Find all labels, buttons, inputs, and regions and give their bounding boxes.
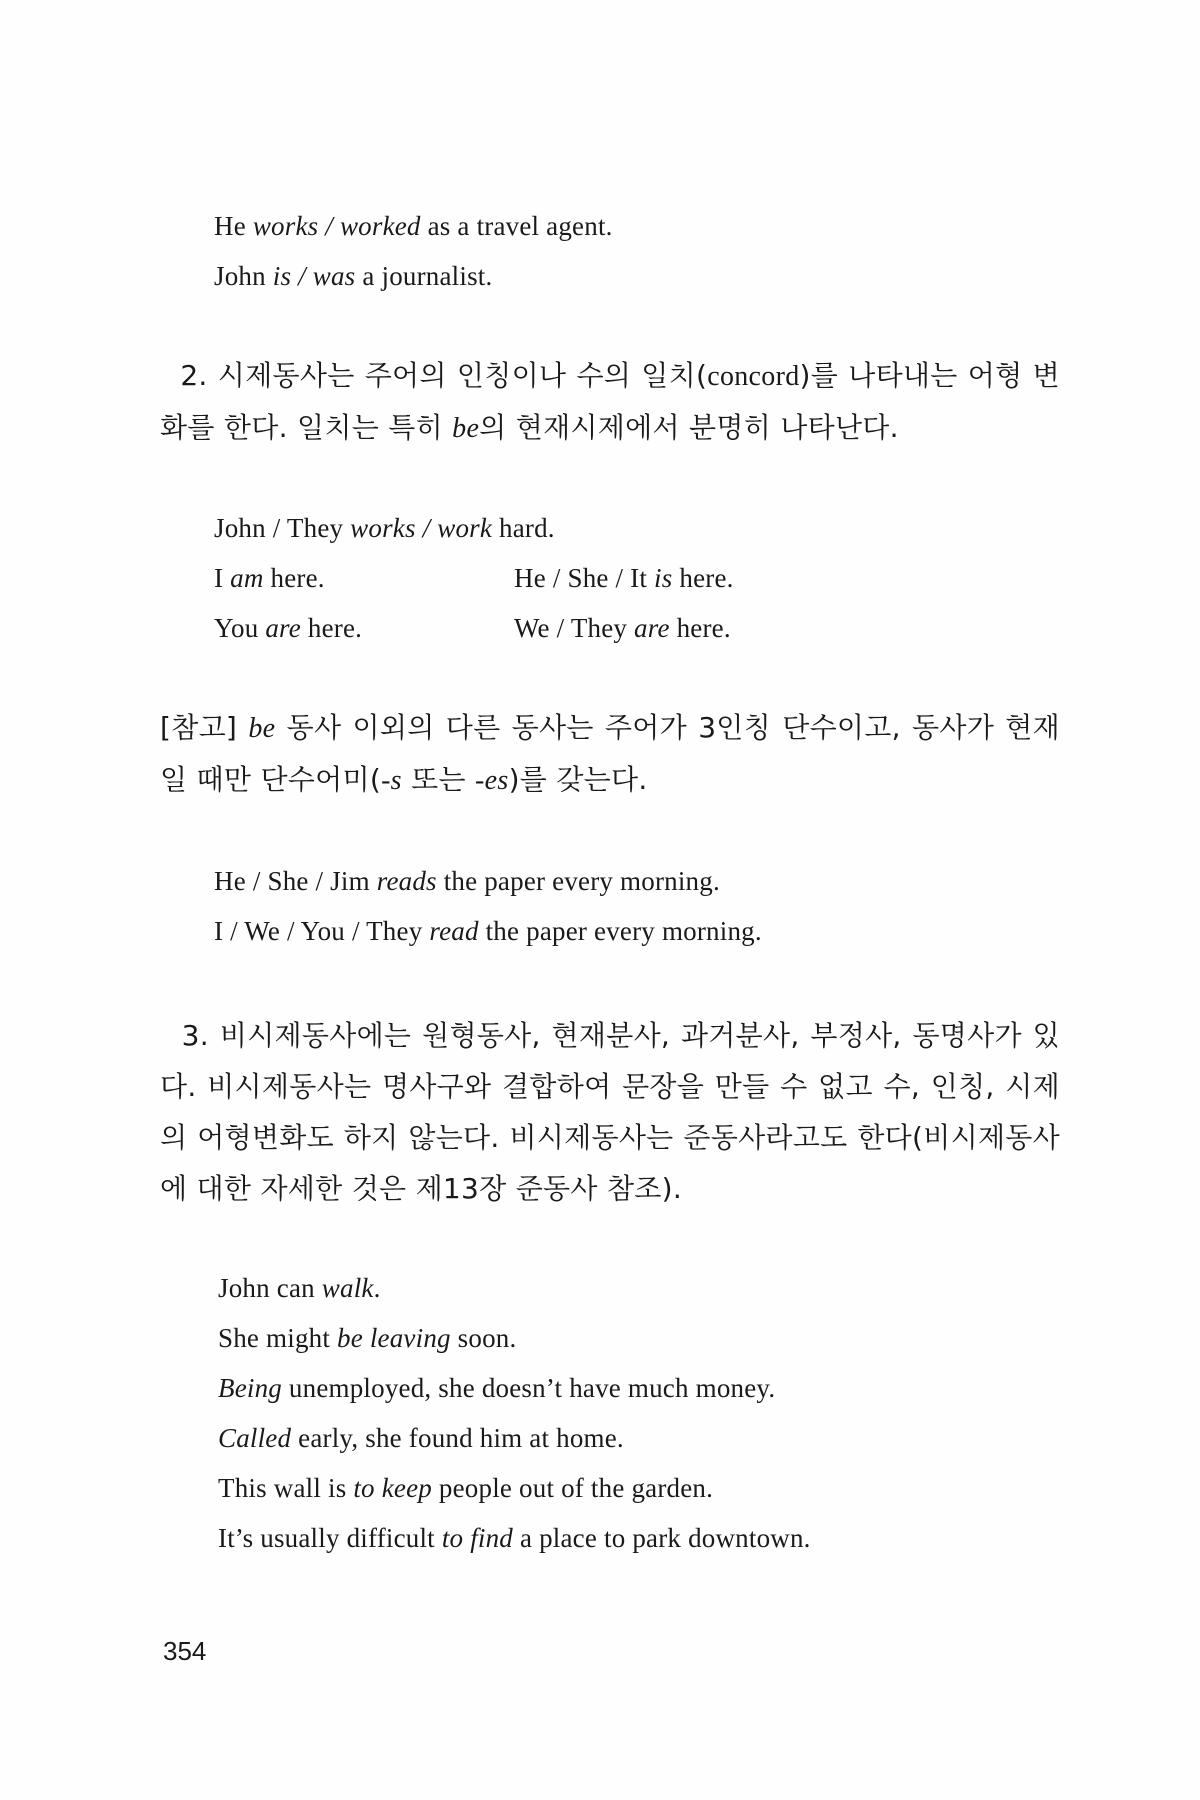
paragraph-text-latin: concord — [707, 361, 800, 392]
example-italic-verb: read — [429, 916, 479, 946]
example-italic-verb: are — [634, 613, 670, 643]
example-italic-verb: be leaving — [337, 1323, 451, 1353]
example-text: John can — [218, 1273, 322, 1303]
note-italic-suffix: -s — [381, 765, 402, 796]
example-italic-verb: walk — [321, 1273, 374, 1303]
example-text: early, she found him at home. — [291, 1423, 624, 1453]
example-sentence — [214, 515, 555, 542]
paragraph-text: 비시제동사에는 원형동사, 현재분사, 과거분사, 부정사, 동명사가 있다. 비시제동사는 명사구와 결합하여 문장을 만들 수 없고 수, 인칭, 시제의 어형변화도 하지 않는다. 비시제동사는 준동사라고도 한다(비시제동사에 대한 자세한 것은 제13장 준동사 참조). — [160, 1019, 1061, 1205]
example-text: a journalist. — [355, 261, 493, 291]
example-text: the paper every morning. — [436, 866, 720, 896]
example-italic-verb: to find — [441, 1523, 513, 1553]
example-text: She might — [218, 1323, 338, 1353]
example-text: He / She / Jim — [214, 866, 377, 896]
paragraph-2 — [160, 350, 1060, 454]
note-italic-term: be — [248, 713, 276, 744]
example-text: here. — [669, 613, 731, 643]
example-italic-verb: Being — [218, 1373, 282, 1403]
example-italic-verb: is — [654, 563, 673, 593]
example-text: We / They — [514, 613, 635, 643]
example-sentence — [218, 1425, 624, 1452]
note-label: [참고] — [160, 711, 249, 744]
example-italic-verb: reads — [376, 866, 437, 896]
example-text: hard. — [492, 513, 555, 543]
example-italic-verb: works / worked — [252, 211, 421, 241]
page-number: 354 — [163, 1636, 207, 1666]
example-text: as a travel agent. — [420, 211, 613, 241]
example-sentence — [218, 1525, 811, 1552]
example-sentence — [214, 615, 362, 642]
example-text: . — [373, 1273, 381, 1303]
example-text: I — [214, 563, 231, 593]
example-text: here. — [263, 563, 325, 593]
example-text: You — [214, 613, 266, 643]
example-sentence — [214, 263, 492, 290]
example-italic-verb: to keep — [353, 1473, 432, 1503]
example-italic-verb: are — [265, 613, 301, 643]
note-paragraph — [160, 702, 1060, 806]
example-sentence — [218, 1325, 516, 1352]
paragraph-text: 시제동사는 주어의 인칭이나 수의 일치( — [217, 359, 708, 392]
example-text: unemployed, she doesn’t have much money. — [281, 1373, 776, 1403]
paragraph-italic-term: be — [452, 413, 480, 444]
example-sentence — [218, 1475, 713, 1502]
example-italic-verb: is / was — [272, 261, 356, 291]
example-sentence — [214, 918, 762, 945]
example-text: here. — [300, 613, 363, 643]
note-italic-suffix: -es — [475, 765, 509, 796]
example-text: He / She / It — [514, 563, 655, 593]
example-sentence — [514, 615, 731, 642]
example-text: It’s usually difficult — [218, 1523, 442, 1553]
example-text: people out of the garden. — [431, 1473, 714, 1503]
paragraph-number: 3. — [181, 1019, 209, 1052]
example-sentence — [218, 1275, 381, 1302]
example-text: here. — [672, 563, 734, 593]
example-text: John / They — [214, 513, 351, 543]
note-text: 또는 — [401, 763, 475, 796]
paragraph-number: 2. — [180, 359, 208, 392]
example-italic-verb: am — [230, 563, 264, 593]
example-text: This wall is — [218, 1473, 354, 1503]
paragraph-3 — [160, 1010, 1060, 1214]
example-sentence — [214, 213, 613, 240]
example-sentence — [214, 565, 325, 592]
example-italic-verb: works / work — [350, 513, 493, 543]
example-sentence — [214, 868, 720, 895]
example-text: a place to park downtown. — [513, 1523, 811, 1553]
example-italic-verb: Called — [218, 1423, 292, 1453]
example-text: He — [214, 211, 253, 241]
note-text: )를 갖는다. — [508, 763, 648, 796]
paragraph-text: 의 현재시제에서 분명히 나타난다. — [479, 411, 899, 444]
example-text: soon. — [450, 1323, 517, 1353]
paragraph-text: )를 나타내는 어형 변화를 한다. 일치는 특히 — [160, 359, 1060, 444]
note-text: 동사 이외의 다른 동사는 주어가 3인칭 단수이고, 동사가 현재일 때만 단수어미( — [160, 711, 1060, 796]
example-text: the paper every morning. — [478, 916, 762, 946]
example-sentence — [514, 565, 734, 592]
example-text: I / We / You / They — [214, 916, 430, 946]
example-sentence — [218, 1375, 775, 1402]
example-text: John — [214, 261, 273, 291]
